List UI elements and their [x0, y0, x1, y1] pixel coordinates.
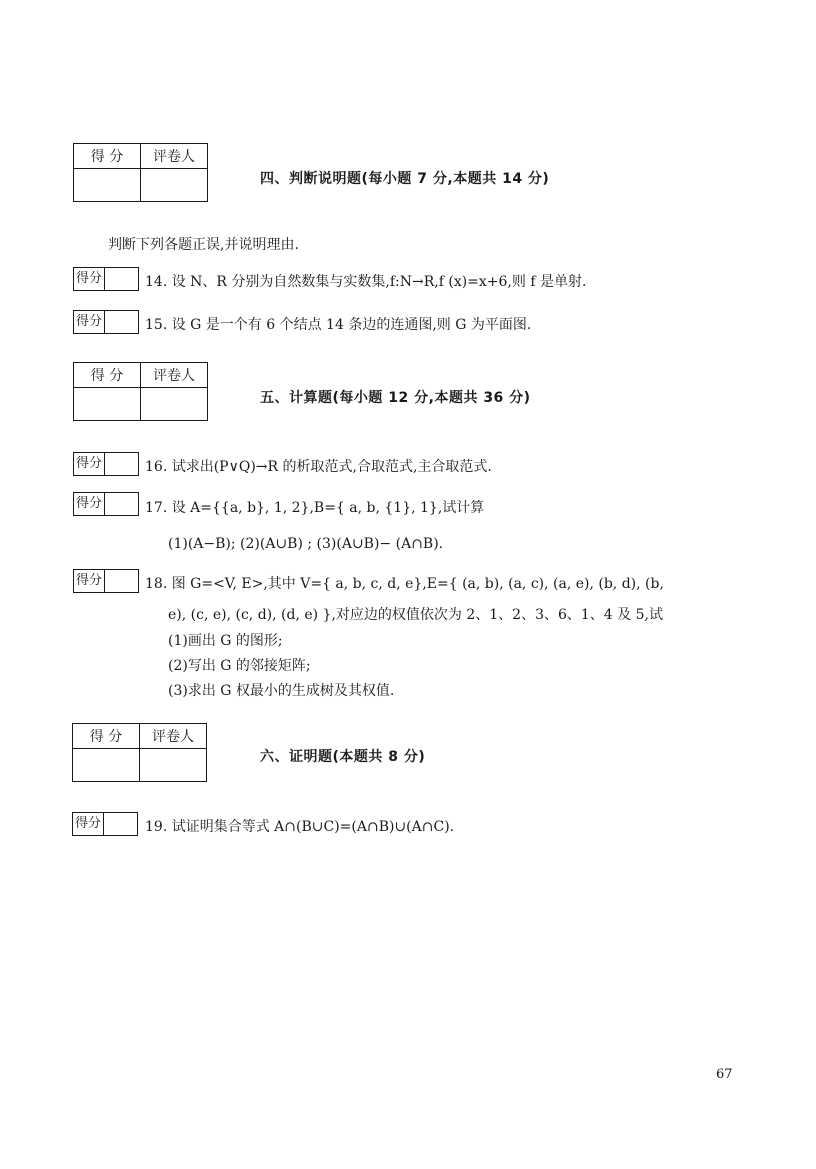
score-box-q16	[73, 452, 139, 476]
grader-table-section6	[72, 723, 207, 782]
reviewer-header: 评卷人	[141, 363, 208, 388]
question-17: 17. 设 A={{a, b}, 1, 2},B={ a, b, {1}, 1},试计算	[145, 500, 485, 516]
score-box-q19	[72, 812, 138, 836]
score-box-label: 得分	[74, 268, 105, 290]
score-header: 得 分	[74, 144, 141, 169]
score-header: 得 分	[73, 724, 140, 749]
score-box-q17	[73, 492, 139, 516]
reviewer-header: 评卷人	[140, 724, 207, 749]
question-19: 19. 试证明集合等式 A∩(B∪C)=(A∩B)∪(A∩C).	[145, 819, 455, 835]
question-18-sub1: (1)画出 G 的图形;	[168, 633, 283, 649]
question-17-parts: (1)(A−B); (2)(A∪B) ; (3)(A∪B)− (A∩B).	[168, 536, 444, 552]
score-cell	[74, 388, 141, 421]
reviewer-cell	[141, 388, 208, 421]
question-14: 14. 设 N、R 分别为自然数集与实数集,f:N→R,f (x)=x+6,则 f 是单射.	[145, 274, 587, 290]
page-number: 67	[716, 1067, 733, 1082]
score-cell	[74, 169, 141, 202]
score-box-q14	[73, 267, 139, 291]
question-15: 15. 设 G 是一个有 6 个结点 14 条边的连通图,则 G 为平面图.	[145, 317, 532, 333]
question-16: 16. 试求出(P∨Q)→R 的析取范式,合取范式,主合取范式.	[145, 459, 492, 475]
score-box-label: 得分	[74, 493, 105, 515]
score-header: 得 分	[74, 363, 141, 388]
score-box-label: 得分	[74, 453, 105, 475]
score-cell	[73, 749, 140, 782]
score-box-label: 得分	[74, 311, 105, 333]
question-18-sub2: (2)写出 G 的邻接矩阵;	[168, 658, 311, 674]
score-box-q18	[73, 569, 139, 593]
reviewer-cell	[141, 169, 208, 202]
grader-table-section4	[73, 143, 208, 202]
score-box-label: 得分	[74, 570, 105, 592]
grader-table-section5	[73, 362, 208, 421]
section6-title: 六、证明题(本题共 8 分)	[260, 749, 426, 765]
question-18-line2: e), (c, e), (c, d), (d, e) },对应边的权值依次为 2、1、2、3、6、1、4 及 5,试	[168, 607, 663, 623]
section5-title: 五、计算题(每小题 12 分,本题共 36 分)	[260, 390, 531, 406]
question-18-sub3: (3)求出 G 权最小的生成树及其权值.	[168, 683, 395, 699]
section4-instruction: 判断下列各题正误,并说明理由.	[108, 237, 299, 253]
reviewer-cell	[140, 749, 207, 782]
question-18-line1: 18. 图 G=<V, E>,其中 V={ a, b, c, d, e},E={ (a, b), (a, c), (a, e), (b, d), (b,	[145, 576, 664, 592]
reviewer-header: 评卷人	[141, 144, 208, 169]
score-box-label: 得分	[73, 813, 104, 835]
score-box-q15	[73, 310, 139, 334]
section4-title: 四、判断说明题(每小题 7 分,本题共 14 分)	[260, 171, 550, 187]
